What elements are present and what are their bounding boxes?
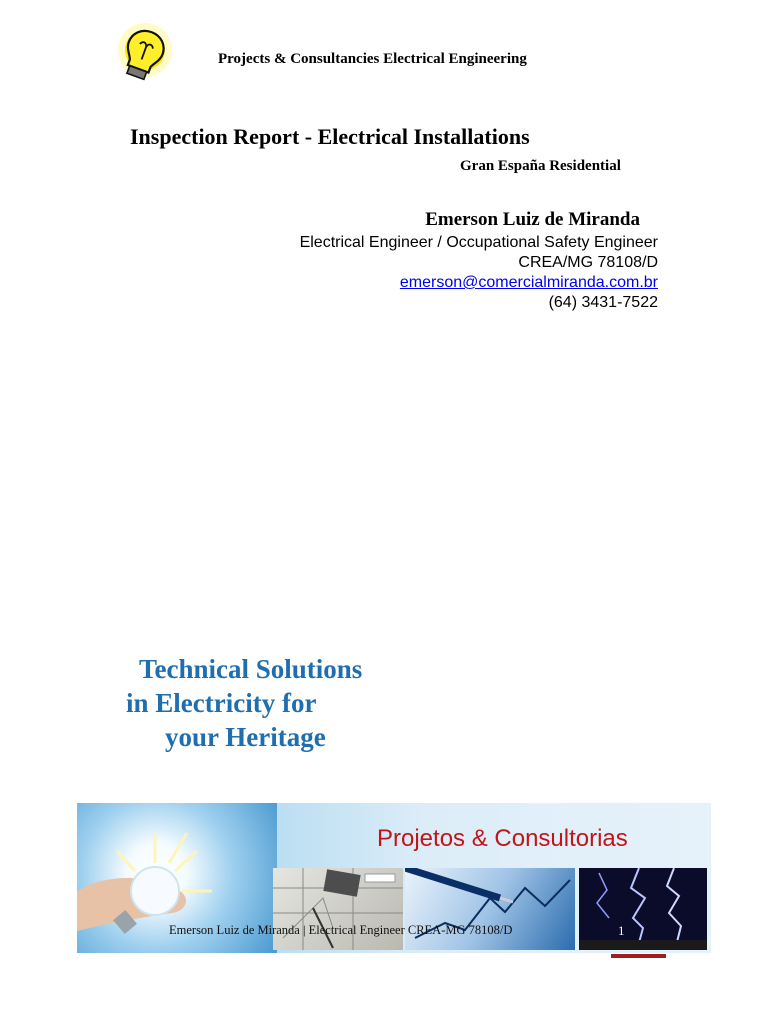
lightbulb-logo xyxy=(112,20,178,86)
slogan-line-3: your Heritage xyxy=(165,722,326,752)
banner-title: Projetos & Consultorias xyxy=(377,825,628,852)
slogan-line-1: Technical Solutions xyxy=(139,654,363,684)
footer-banner xyxy=(77,803,711,953)
author-role: Electrical Engineer / Occupational Safety Engineer xyxy=(299,234,658,251)
slogan-line-2: in Electricity for xyxy=(126,688,317,718)
author-name: Emerson Luiz de Miranda xyxy=(425,209,640,230)
report-subtitle: Gran España Residential xyxy=(460,158,621,174)
lightbulb-icon xyxy=(112,20,178,86)
company-name: Projects & Consultancies Electrical Engineering xyxy=(218,51,527,67)
author-block xyxy=(280,207,658,313)
author-registration: CREA/MG 78108/D xyxy=(518,254,658,271)
author-phone: (64) 3431-7522 xyxy=(548,294,658,311)
lightning-photo xyxy=(579,868,707,950)
author-email-link[interactable]: emerson@comercialmiranda.com.br xyxy=(399,274,658,291)
footer-author-credit: Emerson Luiz de Miranda | Electrical Engineer CREA-MG 78108/D xyxy=(169,923,513,937)
slogan xyxy=(126,652,362,754)
lightning-icon xyxy=(579,868,707,950)
page-number: 1 xyxy=(618,923,625,938)
footer-red-rule xyxy=(611,954,666,958)
report-title: Inspection Report - Electrical Installations xyxy=(130,124,530,149)
